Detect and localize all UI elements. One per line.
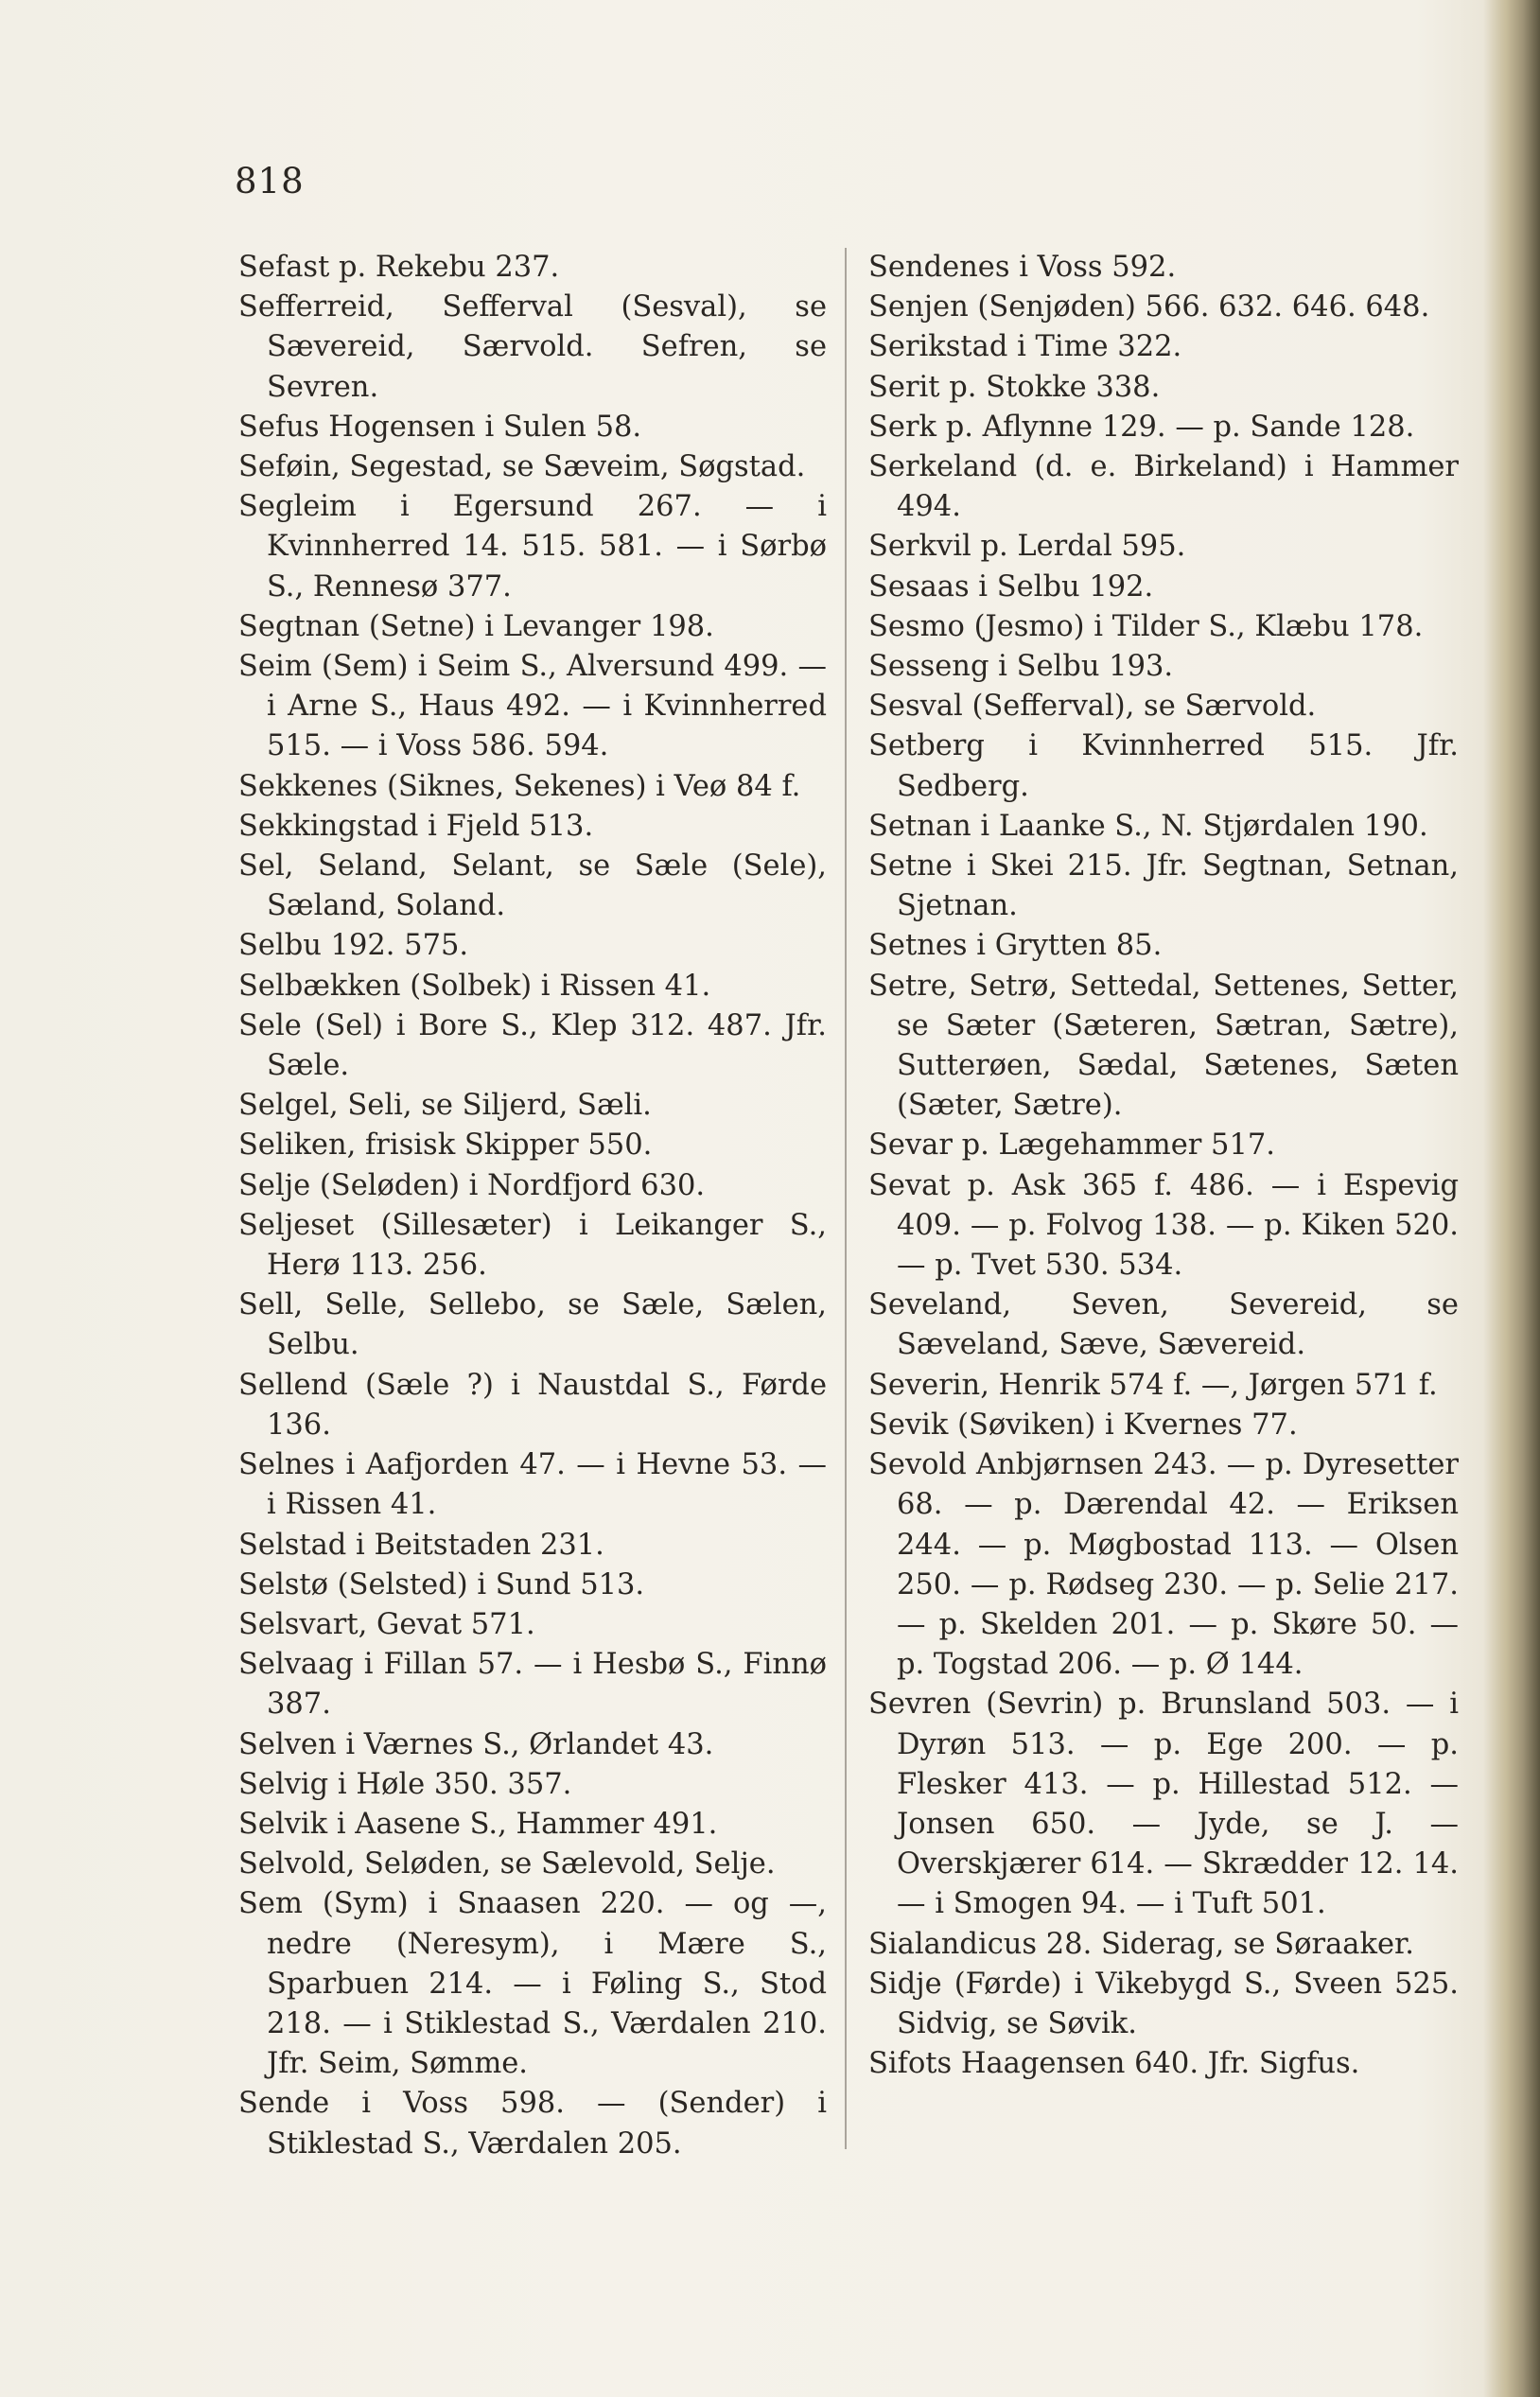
index-entry: Segtnan (Setne) i Levanger 198. xyxy=(238,609,714,643)
page-edge xyxy=(1483,0,1540,2397)
left-column xyxy=(238,248,827,2164)
index-entry: Selbu 192. 575. xyxy=(238,929,469,963)
index-entry: Seliken, frisisk Skipper 550. xyxy=(238,1129,653,1163)
column-divider xyxy=(845,248,847,2149)
index-entry: Setnan i Laanke S., N. Stjørdalen 190. xyxy=(868,809,1428,843)
index-entry: Sifots Haagensen 640. Jfr. Sigfus. xyxy=(868,2047,1360,2081)
index-entry: Seljeset (Sillesæter) i Leikanger S., Herø 113. 256. xyxy=(238,1208,827,1283)
page-number: 818 xyxy=(235,161,305,201)
index-entry: Selstad i Beitstaden 231. xyxy=(238,1528,604,1562)
index-entry: Seim (Sem) i Seim S., Alversund 499. — i Arne S., Haus 492. — i Kvinnherred 515. — i Voss 586. 594. xyxy=(238,650,827,763)
index-entry: Sefus Hogensen i Sulen 58. xyxy=(238,410,642,444)
index-entry: Selnes i Aafjorden 47. — i Hevne 53. — i Rissen 41. xyxy=(238,1448,827,1522)
index-entry: Selje (Seløden) i Nordfjord 630. xyxy=(238,1168,706,1202)
index-entry: Sidje (Førde) i Vikebygd S., Sveen 525. Sidvig, se Søvik. xyxy=(868,1967,1459,2040)
index-entry: Senjen (Senjøden) 566. 632. 646. 648. xyxy=(868,290,1430,324)
index-entry: Sevik (Søviken) i Kvernes 77. xyxy=(868,1408,1298,1442)
index-entry: Seføin, Segestad, se Sæveim, Søgstad. xyxy=(238,450,806,484)
index-entry: Serk p. Aflynne 129. — p. Sande 128. xyxy=(868,410,1415,444)
index-entry: Seveland, Seven, Severeid, se Sæveland, Sæve, Sævereid. xyxy=(868,1288,1459,1362)
index-entry: Setnes i Grytten 85. xyxy=(868,929,1163,963)
index-entry: Sell, Selle, Sellebo, se Sæle, Sælen, Selbu. xyxy=(238,1288,827,1362)
index-entry: Selven i Værnes S., Ørlandet 43. xyxy=(238,1727,714,1761)
index-entry: Setre, Setrø, Settedal, Settenes, Setter, se Sæter (Sæteren, Sætran, Sætre), Sutterøen, Sædal, Sætenes, Sæten (Sæter, Sætre). xyxy=(868,969,1459,1123)
index-entry: Serikstad i Time 322. xyxy=(868,330,1182,364)
index-entry: Selgel, Seli, se Siljerd, Sæli. xyxy=(238,1089,652,1123)
index-entry: Sel, Seland, Selant, se Sæle (Sele), Sæland, Soland. xyxy=(238,849,827,923)
right-column xyxy=(868,248,1459,2084)
index-entry: Selbækken (Solbek) i Rissen 41. xyxy=(238,969,711,1003)
index-entry: Selvig i Høle 350. 357. xyxy=(238,1767,572,1801)
index-entry: Selstø (Selsted) i Sund 513. xyxy=(238,1567,645,1601)
index-entry: Sevar p. Lægehammer 517. xyxy=(868,1129,1275,1163)
index-entry: Serit p. Stokke 338. xyxy=(868,370,1161,404)
index-entry: Sefast p. Rekebu 237. xyxy=(238,251,560,284)
index-entry: Sesval (Sefferval), se Særvold. xyxy=(868,690,1317,724)
index-entry: Selsvart, Gevat 571. xyxy=(238,1607,535,1641)
index-entry: Sele (Sel) i Bore S., Klep 312. 487. Jfr. Sæle. xyxy=(238,1008,827,1083)
index-entry: Sevren (Sevrin) p. Brunsland 503. — i Dyrøn 513. — p. Ege 200. — p. Flesker 413. — p. Hillestad 512. — Jonsen 650. — Jyde, se J. — Overskjærer 614. — Skrædder 12. 14. — i Smogen 94. — i Tuft 501. xyxy=(868,1688,1459,1921)
index-entry: Sevold Anbjørnsen 243. — p. Dyresetter 68. — p. Dærendal 42. — Eriksen 244. — p. Møgbostad 113. — Olsen 250. — p. Rødseg 230. — p. Selie 217. — p. Skelden 201. — p. Skøre 50. — p. Togstad 206. — p. Ø 144. xyxy=(868,1448,1459,1682)
index-entry: Sevat p. Ask 365 f. 486. — i Espevig 409. — p. Folvog 138. — p. Kiken 520. — p. Tvet 530. 534. xyxy=(868,1168,1459,1283)
index-entry: Setberg i Kvinnherred 515. Jfr. Sedberg. xyxy=(868,729,1459,803)
index-entry: Sende i Voss 598. — (Sender) i Stiklestad S., Værdalen 205. xyxy=(238,2087,827,2161)
index-entry: Selvik i Aasene S., Hammer 491. xyxy=(238,1807,718,1841)
index-entry: Segleim i Egersund 267. — i Kvinnherred 14. 515. 581. — i Sørbø S., Rennesø 377. xyxy=(238,490,827,604)
index-entry: Sesseng i Selbu 193. xyxy=(868,650,1174,684)
index-entry: Sendenes i Voss 592. xyxy=(868,251,1177,284)
index-entry: Serkvil p. Lerdal 595. xyxy=(868,530,1186,564)
index-entry: Severin, Henrik 574 f. —, Jørgen 571 f. xyxy=(868,1368,1438,1402)
index-entry: Sesaas i Selbu 192. xyxy=(868,569,1154,604)
index-entry: Selvaag i Fillan 57. — i Hesbø S., Finnø 387. xyxy=(238,1648,827,1722)
index-entry: Setne i Skei 215. Jfr. Segtnan, Setnan, Sjetnan. xyxy=(868,849,1459,923)
index-entry: Sialandicus 28. Siderag, se Søraaker. xyxy=(868,1927,1414,1961)
index-entry: Sekkenes (Siknes, Sekenes) i Veø 84 f. xyxy=(238,769,801,803)
index-entry: Sefferreid, Sefferval (Sesval), se Sævereid, Særvold. Sefren, se Sevren. xyxy=(238,290,827,404)
index-entry: Serkeland (d. e. Birkeland) i Hammer 494. xyxy=(868,450,1459,524)
index-entry: Sesmo (Jesmo) i Tilder S., Klæbu 178. xyxy=(868,609,1424,643)
index-entry: Sellend (Sæle ?) i Naustdal S., Førde 136. xyxy=(238,1368,827,1442)
index-entry: Selvold, Seløden, se Sælevold, Selje. xyxy=(238,1847,776,1881)
index-entry: Sem (Sym) i Snaasen 220. — og —, nedre (Neresym), i Mære S., Sparbuen 214. — i Føling S., Stod 218. — i Stiklestad S., Værdalen 210. Jfr. Seim, Sømme. xyxy=(238,1887,827,2081)
index-entry: Sekkingstad i Fjeld 513. xyxy=(238,809,594,843)
